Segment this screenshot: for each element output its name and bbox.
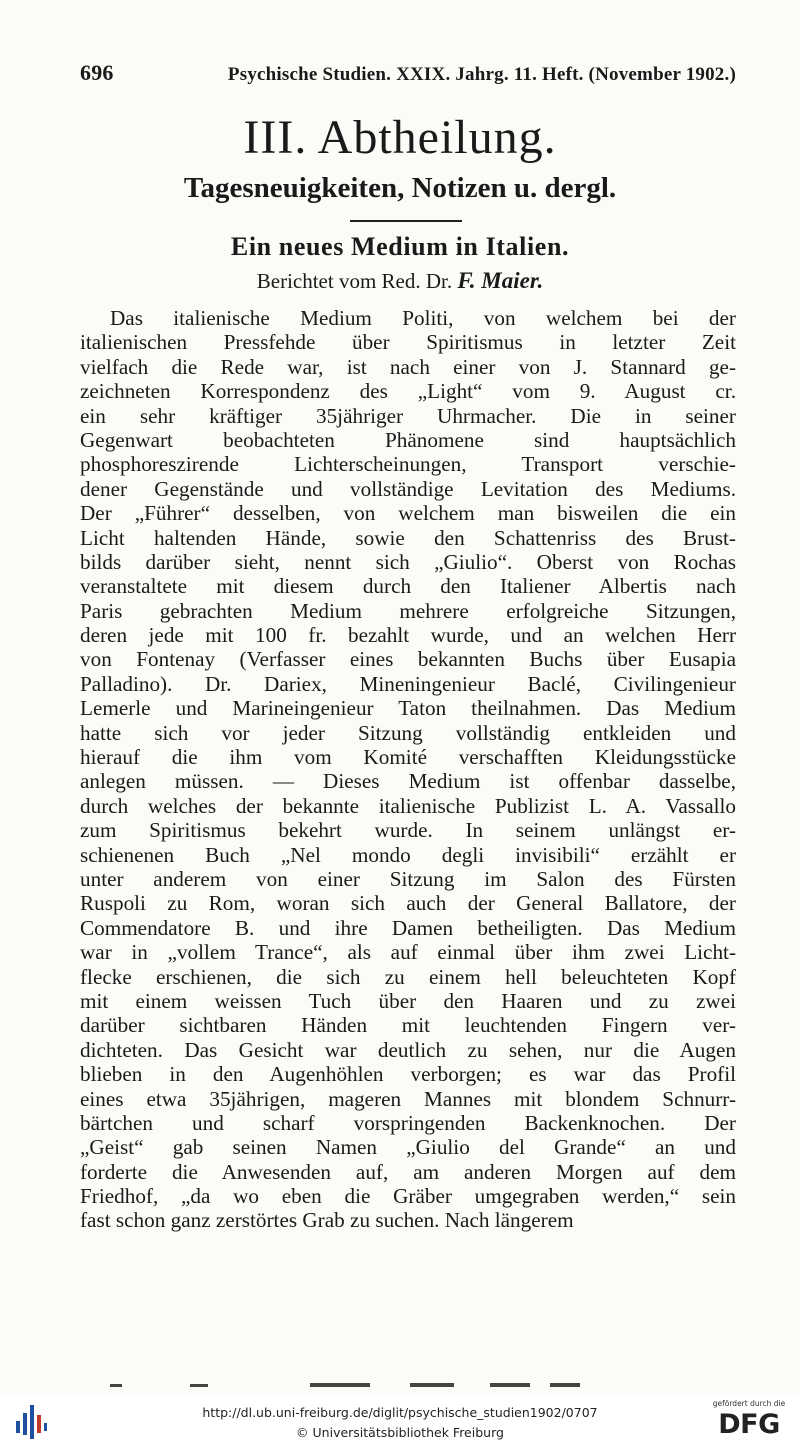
running-header: [80, 60, 736, 86]
text-line: Der „Führer“ desselben, von welchem man bisweilen die ein: [80, 501, 736, 526]
text-line: Ruspoli zu Rom, woran sich auch der General Ballatore, der: [80, 891, 736, 916]
text-line: „Geist“ gab seinen Namen „Giulio del Grande“ an und: [80, 1135, 736, 1160]
text-line: eines etwa 35jährigen, mageren Mannes mit blondem Schnurr-: [80, 1086, 736, 1111]
text-line: italienischen Pressfehde über Spiritismus in letzter Zeit: [80, 330, 736, 355]
text-line: Paris gebrachten Medium mehrere erfolgreiche Sitzungen,: [80, 598, 736, 623]
viewer-footer: [0, 1395, 800, 1450]
copyright-notice: © Universitätsbibliothek Freiburg: [296, 1425, 504, 1440]
text-line: dener Gegenstände und vollständige Levitation des Mediums.: [80, 476, 736, 501]
text-line: zeichneten Korrespondenz des „Light“ vom 9. August cr.: [80, 379, 736, 404]
section-title: III. Abtheilung.: [243, 111, 557, 164]
text-line: blieben in den Augenhöhlen verborgen; es war das Profil: [80, 1062, 736, 1087]
article-title: Ein neues Medium in Italien.: [230, 232, 570, 261]
dfg-logo-text: DFG: [718, 1409, 780, 1440]
byline: [0, 268, 800, 294]
text-line: Gegenwart beobachteten Phänomene sind hauptsächlich: [80, 427, 736, 452]
text-line: fast schon ganz zerstörtes Grab zu suchen. Nach längerem: [80, 1208, 574, 1233]
text-line: Friedhof, „da wo eben die Gräber umgegraben werden,“ sein: [80, 1184, 736, 1209]
text-line: ein sehr kräftiger 35jähriger Uhrmacher. Die in seiner: [80, 403, 736, 428]
text-line: vielfach die Rede war, ist nach einer von J. Stannard ge-: [80, 354, 736, 379]
article-body: [80, 306, 736, 1233]
text-line: Commendatore B. und ihre Damen betheiligten. Das Medium: [80, 915, 736, 940]
text-line: bärtchen und scharf vorspringenden Backenknochen. Der: [80, 1110, 736, 1135]
text-line: phosphoreszirende Lichterscheinungen, Transport verschie-: [80, 452, 736, 477]
text-line: deren jede mit 100 fr. bezahlt wurde, und an welchen Herr: [80, 623, 736, 648]
text-line: Das italienische Medium Politi, von welchem bei der: [110, 306, 736, 330]
text-line: schienenen Buch „Nel mondo degli invisibili“ erzählt er: [80, 842, 736, 867]
running-title: Psychische Studien. XXIX. Jahrg. 11. Heft. (November 1902.): [227, 64, 736, 85]
text-line: von Fontenay (Verfasser eines bekannten Buchs über Eusapia: [80, 647, 736, 672]
section-subtitle: Tagesneuigkeiten, Notizen u. dergl.: [183, 172, 617, 204]
source-url[interactable]: http://dl.ub.uni-freiburg.de/diglit/psychische_studien1902/0707: [202, 1405, 598, 1420]
next-line-fragment: [110, 1382, 590, 1388]
text-line: flecke erschienen, die sich zu einem hell beleuchteten Kopf: [80, 964, 736, 989]
text-line: bilds darüber sieht, nennt sich „Giulio“. Oberst von Rochas: [80, 549, 736, 574]
text-line: durch welches der bekannte italienische Publizist L. A. Vassallo: [80, 793, 736, 818]
text-line: forderte die Anwesenden auf, am anderen Morgen auf dem: [80, 1159, 736, 1184]
text-line: unter anderem von einer Sitzung im Salon des Fürsten: [80, 866, 736, 891]
text-line: veranstaltete mit diesem durch den Italiener Albertis nach: [80, 574, 736, 599]
text-line: darüber sichtbaren Händen mit leuchtenden Fingern ver-: [80, 1013, 736, 1038]
text-line: dichteten. Das Gesicht war deutlich zu sehen, nur die Augen: [80, 1037, 736, 1062]
dfg-caption: gefördert durch die: [712, 1399, 786, 1408]
text-line: zum Spiritismus bekehrt wurde. In seinem unlängst er-: [80, 818, 736, 843]
byline-author: F. Maier.: [457, 268, 544, 293]
page-number: 696: [80, 60, 114, 85]
dfg-logo: [706, 1399, 792, 1445]
text-line: Palladino). Dr. Dariex, Mineningenieur Baclé, Civilingenieur: [80, 671, 736, 696]
divider-rule: [350, 220, 462, 222]
text-line: hierauf die ihm vom Komité verschafften Kleidungsstücke: [80, 745, 736, 770]
text-line: anlegen müssen. — Dieses Medium ist offenbar dasselbe,: [80, 769, 736, 794]
text-line: hatte sich vor jeder Sitzung vollständig entkleiden und: [80, 720, 736, 745]
byline-prefix: Berichtet vom Red. Dr.: [256, 269, 453, 293]
text-line: Lemerle und Marineingenieur Taton theilnahmen. Das Medium: [80, 696, 736, 721]
text-line: war in „vollem Trance“, als auf einmal über ihm zwei Licht-: [80, 940, 736, 965]
text-line: Licht haltenden Hände, sowie den Schattenriss des Brust-: [80, 525, 736, 550]
text-line: mit einem weissen Tuch über den Haaren und zu zwei: [80, 988, 736, 1013]
